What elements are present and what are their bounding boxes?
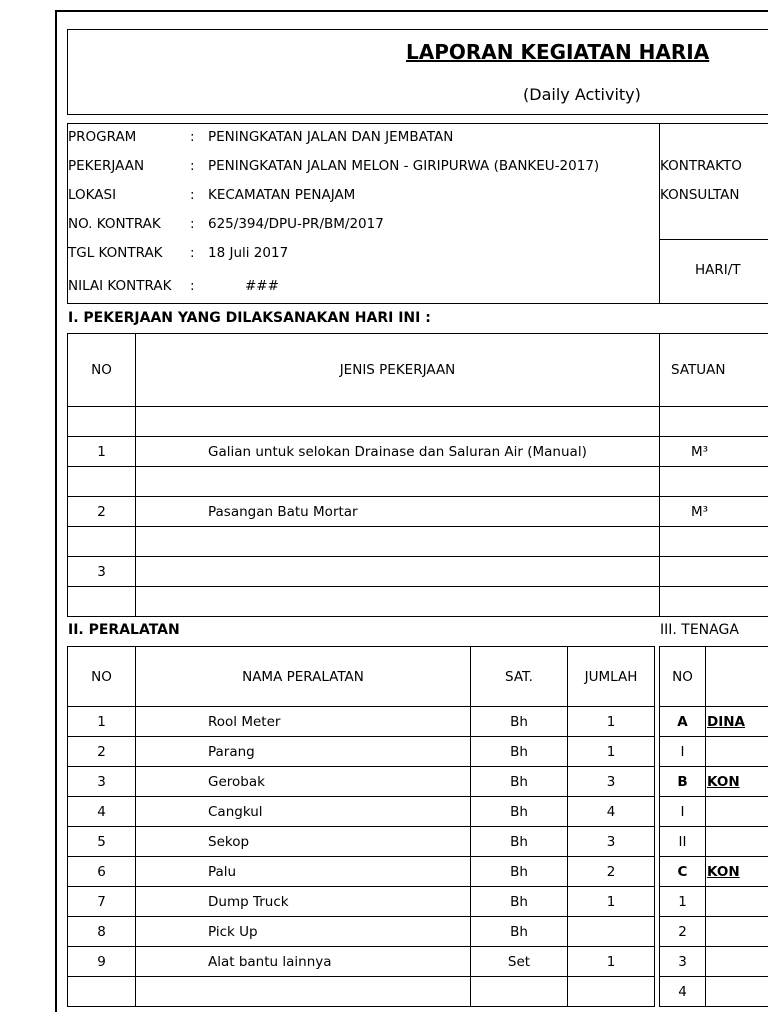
report-subtitle: (Daily Activity) [523, 85, 641, 104]
row-satuan: M³ [660, 497, 768, 527]
row-name: DINA [706, 707, 768, 737]
row-jenis-pekerjaan: Galian untuk selokan Drainase dan Saluran Air (Manual) [136, 437, 660, 467]
col-sat: SAT. [471, 647, 568, 707]
row-sat [471, 977, 568, 1007]
info-label: NILAI KONTRAK [68, 278, 172, 294]
row-no: 2 [68, 497, 136, 527]
row-jumlah: 2 [568, 857, 655, 887]
row-satuan [660, 527, 768, 557]
row-no: II [660, 827, 706, 857]
col-jumlah: JUMLAH [568, 647, 655, 707]
info-value: 625/394/DPU-PR/BM/2017 [208, 216, 384, 232]
row-sat: Bh [471, 887, 568, 917]
row-no [68, 977, 136, 1007]
row-name [706, 797, 768, 827]
table-row [68, 527, 768, 557]
table-row [68, 557, 768, 587]
info-box [67, 123, 768, 304]
row-jumlah: 4 [568, 797, 655, 827]
info-separator: : [190, 129, 195, 145]
work-table-header [68, 334, 768, 407]
col-no: NO [68, 647, 136, 707]
info-separator: : [190, 187, 195, 203]
info-value: ### [245, 278, 279, 294]
row-jumlah: 3 [568, 827, 655, 857]
row-no: 3 [68, 557, 136, 587]
table-row [68, 797, 655, 827]
row-jenis-pekerjaan [136, 407, 660, 437]
equipment-table [67, 646, 655, 1007]
row-no [68, 407, 136, 437]
table-row [660, 797, 768, 827]
row-name: KON [706, 767, 768, 797]
row-no: 5 [68, 827, 136, 857]
row-sat: Bh [471, 767, 568, 797]
row-no: 3 [68, 767, 136, 797]
row-nama-peralatan: Dump Truck [136, 887, 471, 917]
row-sat: Bh [471, 827, 568, 857]
table-row [660, 887, 768, 917]
table-row [68, 407, 768, 437]
row-sat: Bh [471, 917, 568, 947]
row-jumlah: 3 [568, 767, 655, 797]
table-row [660, 917, 768, 947]
row-no: I [660, 737, 706, 767]
table-row [68, 947, 655, 977]
info-label: PROGRAM [68, 129, 137, 145]
row-jumlah: 1 [568, 947, 655, 977]
row-no: 6 [68, 857, 136, 887]
row-satuan [660, 467, 768, 497]
info-divider-horizontal [659, 239, 768, 240]
row-jenis-pekerjaan [136, 587, 660, 617]
info-label: NO. KONTRAK [68, 216, 161, 232]
row-nama-peralatan: Palu [136, 857, 471, 887]
table-row [660, 857, 768, 887]
info-value: 18 Juli 2017 [208, 245, 289, 261]
row-no: 2 [660, 917, 706, 947]
row-no [68, 467, 136, 497]
section-2-heading: II. PERALATAN [68, 622, 180, 638]
info-value: PENINGKATAN JALAN MELON - GIRIPURWA (BANKEU-2017) [208, 158, 600, 174]
table-row [68, 827, 655, 857]
table-row [660, 707, 768, 737]
col-name [706, 647, 768, 707]
row-no: I [660, 797, 706, 827]
table-row [68, 977, 655, 1007]
table-row [68, 767, 655, 797]
row-sat: Bh [471, 797, 568, 827]
row-nama-peralatan: Cangkul [136, 797, 471, 827]
report-title: LAPORAN KEGIATAN HARIA [406, 40, 710, 64]
info-value: PENINGKATAN JALAN DAN JEMBATAN [208, 129, 454, 145]
row-jumlah: 1 [568, 887, 655, 917]
table-row [660, 827, 768, 857]
table-row [68, 587, 768, 617]
col-jenis-pekerjaan: JENIS PEKERJAAN [136, 334, 660, 407]
col-no: NO [660, 647, 706, 707]
row-jumlah: 1 [568, 707, 655, 737]
info-label: PEKERJAAN [68, 158, 145, 174]
info-separator: : [190, 245, 195, 261]
row-name [706, 887, 768, 917]
manpower-table [659, 646, 768, 1007]
row-name [706, 977, 768, 1007]
row-satuan: M³ [660, 437, 768, 467]
info-separator: : [190, 216, 195, 232]
row-jumlah: 1 [568, 737, 655, 767]
row-jenis-pekerjaan [136, 467, 660, 497]
row-satuan [660, 407, 768, 437]
info-separator: : [190, 158, 195, 174]
table-row [660, 767, 768, 797]
row-no: B [660, 767, 706, 797]
table-row [68, 857, 655, 887]
row-nama-peralatan: Gerobak [136, 767, 471, 797]
hari-tanggal-label: HARI/T [695, 262, 741, 278]
row-no: 4 [660, 977, 706, 1007]
row-sat: Set [471, 947, 568, 977]
row-no [68, 527, 136, 557]
row-no: 7 [68, 887, 136, 917]
row-name [706, 737, 768, 767]
table-row [660, 737, 768, 767]
kontraktor-label: KONTRAKTO [660, 158, 742, 174]
row-sat: Bh [471, 707, 568, 737]
row-jumlah [568, 977, 655, 1007]
row-nama-peralatan [136, 977, 471, 1007]
row-no: 1 [68, 707, 136, 737]
info-label: LOKASI [68, 187, 117, 203]
row-jenis-pekerjaan: Pasangan Batu Mortar [136, 497, 660, 527]
table-row [68, 737, 655, 767]
table-row [68, 437, 768, 467]
table-row [68, 887, 655, 917]
row-no: 1 [660, 887, 706, 917]
konsultan-label: KONSULTAN [660, 187, 740, 203]
row-nama-peralatan: Rool Meter [136, 707, 471, 737]
row-no: 2 [68, 737, 136, 767]
row-sat: Bh [471, 857, 568, 887]
row-no: 9 [68, 947, 136, 977]
row-no: 4 [68, 797, 136, 827]
info-separator: : [190, 278, 195, 294]
section-3-heading: III. TENAGA [660, 622, 739, 638]
row-no: 8 [68, 917, 136, 947]
table-row [68, 467, 768, 497]
manpower-table-header [660, 647, 768, 707]
table-row [68, 917, 655, 947]
row-jumlah [568, 917, 655, 947]
row-nama-peralatan: Pick Up [136, 917, 471, 947]
col-nama-peralatan: NAMA PERALATAN [136, 647, 471, 707]
info-divider-vertical [659, 123, 660, 304]
col-satuan: SATUAN [660, 334, 768, 407]
row-name [706, 947, 768, 977]
row-nama-peralatan: Parang [136, 737, 471, 767]
row-jenis-pekerjaan [136, 527, 660, 557]
table-row [660, 947, 768, 977]
row-jenis-pekerjaan [136, 557, 660, 587]
row-satuan [660, 587, 768, 617]
row-no: C [660, 857, 706, 887]
row-satuan [660, 557, 768, 587]
row-name [706, 827, 768, 857]
table-row [660, 977, 768, 1007]
row-no: 3 [660, 947, 706, 977]
row-no: 1 [68, 437, 136, 467]
row-name [706, 917, 768, 947]
row-nama-peralatan: Sekop [136, 827, 471, 857]
row-nama-peralatan: Alat bantu lainnya [136, 947, 471, 977]
row-name: KON [706, 857, 768, 887]
row-no [68, 587, 136, 617]
col-no: NO [68, 334, 136, 407]
section-1-heading: I. PEKERJAAN YANG DILAKSANAKAN HARI INI : [68, 310, 431, 326]
work-table [67, 333, 768, 617]
info-label: TGL KONTRAK [68, 245, 163, 261]
info-value: KECAMATAN PENAJAM [208, 187, 356, 203]
row-no: A [660, 707, 706, 737]
table-row [68, 707, 655, 737]
equipment-table-header [68, 647, 655, 707]
table-row [68, 497, 768, 527]
row-sat: Bh [471, 737, 568, 767]
